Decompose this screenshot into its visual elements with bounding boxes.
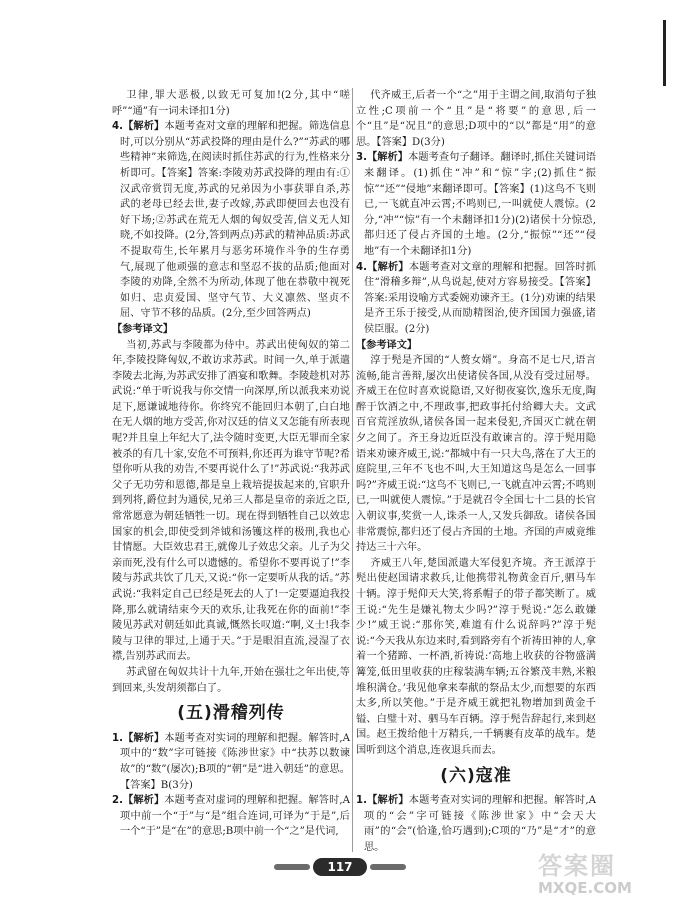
translation-paragraph: 当初,苏武与李陵都为侍中。苏武出使匈奴的第二年,李陵投降匈奴,不敢访求苏武。时间一久,单于派遣李陵去北海,为苏武安排了酒宴和歌舞。李陵趁机对苏武说:“单于听说我与你交情一向深厚,所以派我来劝说足下,愿谦诚地待你。你终究不能回归本朝了,白白地在无人烟的地方受苦,你对汉廷的信义又怎能有所表现呢?并且皇上年纪大了,法令随时变更,大臣无罪而全家被杀的有几十家,安危不可预料,你还再为谁守节呢?希望你听从我的劝告,不要再说什么了!”苏武说:“我苏武父子无功劳和恩德,都是皇上栽培提拔起来的,官职升到列将,爵位封为通侯,兄弟三人都是皇帝的亲近之臣,常常愿意为朝廷牺牲一切。现在得到牺牲自己以效忠国家的机会,即使受到斧钺和汤镬这样的极刑,我也心甘情愿。大臣效忠君王,就像儿子效忠父亲。儿子为父亲而死,没有什么可以遗憾的。希望你不要再说了!”李陵与苏武共饮了几天,又说:“你一定要听从我的话。”苏武说:“我料定自己已经是死去的人了!一定要逼迫我投降,那么就请结束今天的欢乐,让我死在你的面前!”李陵见苏武对朝廷如此真诚,慨然长叹道:“啊,义士!我李陵与卫律的罪过,上通于天。”于是眼泪直流,浸湿了衣襟,告别苏武而去。 (112, 339, 350, 663)
item-body: 本题考查对虚词的理解和把握。解答时,A项中前一个“于”与“是”组合连词,可译为“于是”,后一个“于”是“在”的意思;B项中前一个“之”是代词, (120, 795, 350, 838)
reference-heading: 【参考译文】 (112, 323, 174, 335)
answer-item-1 (112, 731, 350, 793)
item-tag: 4.【解析】 (356, 261, 409, 273)
item-tag: 1.【解析】 (356, 795, 409, 807)
translation-paragraph: 齐威王八年,楚国派遣大军侵犯齐境。齐王派淳于髡出使赵国请求救兵,让他携带礼物黄金百斤,驷马车十辆。淳于髡仰天大笑,将系帽子的带子都笑断了。威王说:“先生是嫌礼物太少吗?”淳于髡说:“怎么敢嫌少!”威王说:“那你笑,难道有什么说辞吗?”淳于髡说:“今天我从东边来时,看到路旁有个祈祷田神的人,拿着一个猪蹄、一杯酒,祈祷说:‘高地上收获的谷物盛满篝笼,低田里收获的庄稼装满车辆;五谷繁茂丰熟,米粮堆积满仓。’我见他拿来奉献的祭品太少,而想要的东西太多,所以笑他。”于是齐威王就把礼物增加到黄金千镒、白璧十对、驷马车百辆。淳于髡告辞起行,来到赵国。赵王拨给他十万精兵,一千辆裹有皮革的战车。楚国听到这个消息,连夜退兵而去。 (356, 557, 596, 756)
translation-paragraph: 淳于髡是齐国的“人赘女婿”。身高不足七尺,语言流畅,能言善辩,屡次出使诸侯各国,从没有受过屈辱。齐威王在位时喜欢说隐语,又好彻夜宴饮,逸乐无度,陶醉于饮酒之中,不理政事,把政事托付给卿大夫。文武百官荒淫放纵,诸侯各国一起来侵犯,齐国灭亡就在朝夕之间了。齐王身边近臣没有敢谏言的。淳于髡用隐语来劝谏齐威王,说:“都城中有一只大鸟,落在了大王的庭院里,三年不飞也不叫,大王知道这鸟是怎么一回事吗?”齐威王说:“这鸟不飞则已,一飞就直冲云霄;不鸣则已,一叫就使人震惊。”于是就召令全国七十二县的长官入朝议事,奖赏一人,诛杀一人,又发兵御敌。诸侯各国非常震惊,都归还了侵占齐国的土地。齐国的声威竟维持达三十六年。 (356, 355, 596, 554)
answer-item-3 (356, 150, 596, 259)
item-body: 本题考查对文章的理解和把握。筛选信息时,可以分别从“苏武投降的理由是什么?”“苏武的哪些精神”来筛选,在阅读时抓住苏武的行为,性格来分析即可。【答案】答案:李陵劝苏武投降的理由有:①汉武帝赏罚无度,苏武的兄弟因为小事获罪自杀,苏武的老母已经去世,妻子改嫁,苏武即便回去也没有好下场;②苏武在荒无人烟的匈奴受苦,信义无人知晓,不如投降。(2分,答到两点)苏武的精神品质:苏武不提取苟生,长年累月与恶劣环境作斗争的生存勇气,展现了他顽强的意志和坚忍不拔的品质;他面对李陵的劝降,全然不为所动,体现了他在恭敬中视死如归、忠贞爱国、坚守气节、大义凛然、坚贞不屈、守节不移的品质。(2分,至少回答两点) (120, 121, 350, 320)
watermark-url: MXQE.COM (538, 879, 632, 897)
answer-item-4 (356, 260, 596, 338)
paragraph: 代齐威王,后者一个“之”用于主谓之间,取消句子独立性;C项前一个“且”是“将要”的意思,后一个“且”是“况且”的意思;D项中的“以”都是“用”的意思。【答案】D(3分) (356, 90, 596, 148)
item-body: 本题考查对实词的理解和把握。解答时,A项中的“数”字可链接《陈涉世家》中“扶苏以数谏故”的“数”(屡次);B项的“朝”是“进入朝廷”的意思。【答案】B(3分) (120, 732, 350, 791)
watermark-logo: 答案圈 (538, 852, 616, 880)
section-title: (五)滑稽列传 (177, 703, 285, 724)
page-number-ornament-left (274, 864, 310, 870)
column-divider (352, 88, 353, 852)
item-tag: 4.【解析】 (112, 121, 165, 133)
answer-item-4 (112, 119, 350, 322)
paragraph: 卫律,罪大恶极,以致无可复加!(2分,其中“嗟呼”“通”有一词未译扣1分) (112, 90, 350, 117)
page-number: 117 (313, 858, 367, 876)
right-column (356, 88, 596, 856)
reference-heading: 【参考译文】 (356, 339, 418, 351)
item-tag: 3.【解析】 (356, 152, 409, 164)
answer-item-2 (112, 793, 350, 840)
section-title: (六)寇准 (440, 765, 512, 786)
item-body: 本题考查对实词的理解和把握。解答时,A项的“会”字可链接《陈涉世家》中“会天大雨”的“会”(恰逢,恰巧遇到);C项的“乃”是“才”的意思。 (364, 795, 596, 853)
translation-paragraph: 苏武留在匈奴共计十九年,开始在强壮之年出使,等到回来,头发胡须都白了。 (112, 666, 350, 694)
item-body: 本题考查对文章的理解和把握。回答时抓住“滑稽多辩”,从鸟说起,使对方容易接受。【答案】答案:采用设喻方式委婉劝谏齐王。(1分)劝谏的结果是齐王乐于接受,从而励精图治,使齐国国力强盛,诸侯臣服。(2分) (364, 261, 596, 335)
item-tag: 1.【解析】 (112, 732, 165, 744)
page-edge-mark (663, 20, 666, 86)
item-body: 本题考查句子翻译。翻译时,抓住关键词语来翻译。(1)抓住“冲”和“惊”字;(2)抓住“振惊”“还”“侵地”来翻译即可。【答案】(1)这鸟不飞则已,一飞就直冲云霄;不鸣则已,一叫就使人震惊。(2分,“冲”“惊”有一个未翻译扣1分)(2)诸侯十分惊恐,都归还了侵占齐国的土地。(2分,“振惊”“还”“侵地”有一个未翻译扣1分) (364, 152, 596, 257)
left-column (112, 88, 350, 840)
item-tag: 2.【解析】 (112, 795, 165, 807)
page-number-ornament-right (370, 864, 406, 870)
